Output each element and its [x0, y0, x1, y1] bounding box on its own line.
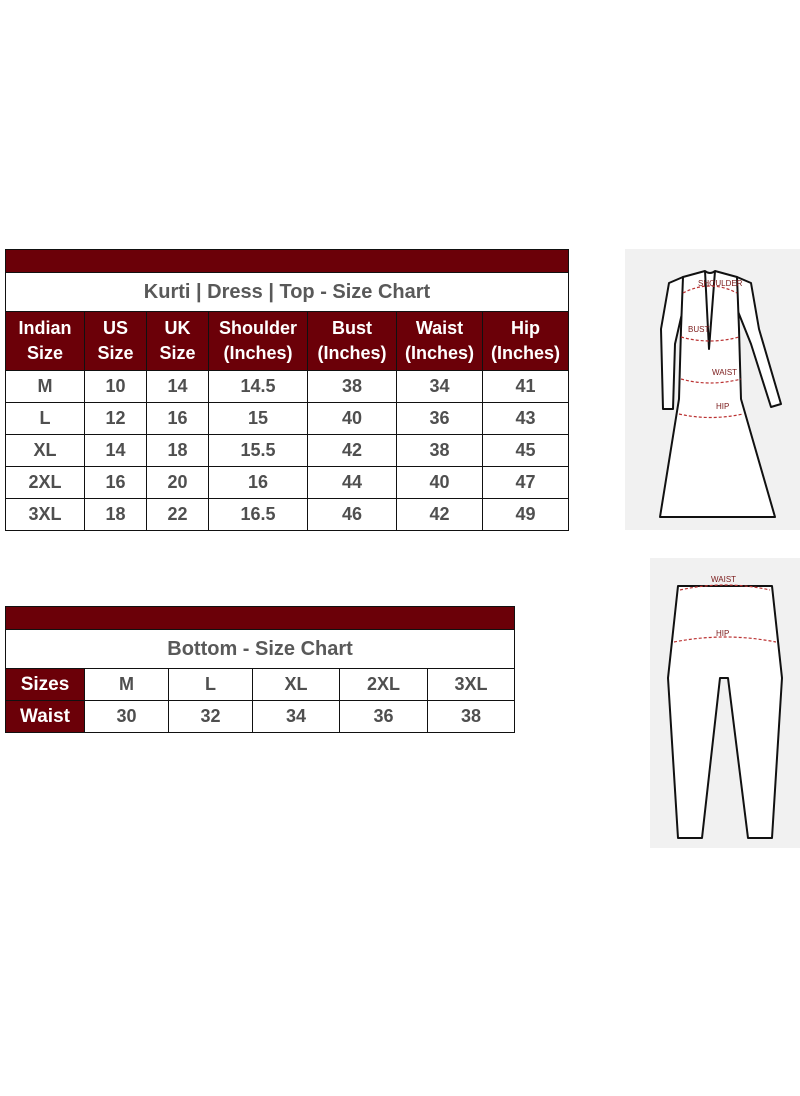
hip-label: HIP: [716, 629, 730, 638]
sizes-row: [6, 669, 515, 701]
table-cell: 16.5: [209, 499, 308, 531]
bust-label: BUST: [688, 325, 710, 334]
table-cell: 14.5: [209, 371, 308, 403]
table-cell: 36: [397, 403, 483, 435]
table-cell: 12: [85, 403, 147, 435]
kurti-outline-icon: [625, 249, 800, 530]
table-cell: 3XL: [428, 669, 515, 701]
kurti-size-chart: [5, 249, 569, 531]
table-cell: 46: [308, 499, 397, 531]
table-cell: 36: [340, 701, 428, 733]
col-header-shoulder: Shoulder (Inches): [209, 312, 308, 371]
table-cell: L: [169, 669, 253, 701]
table-cell: 49: [483, 499, 569, 531]
chart-header-band: [6, 607, 515, 630]
table-cell: 16: [209, 467, 308, 499]
col-header-bust: Bust (Inches): [308, 312, 397, 371]
table-cell: 34: [253, 701, 340, 733]
table-cell: XL: [253, 669, 340, 701]
table-cell: 18: [85, 499, 147, 531]
waist-label: WAIST: [712, 368, 738, 377]
table-cell: 38: [308, 371, 397, 403]
table-cell: 40: [397, 467, 483, 499]
table-cell: 22: [147, 499, 209, 531]
sizes-row-header: Sizes: [6, 669, 85, 701]
chart-header-band: [6, 250, 569, 273]
table-cell: 3XL: [6, 499, 85, 531]
table-cell: 20: [147, 467, 209, 499]
table-cell: 40: [308, 403, 397, 435]
table-cell: 41: [483, 371, 569, 403]
table-cell: L: [6, 403, 85, 435]
col-header-hip: Hip (Inches): [483, 312, 569, 371]
table-cell: 45: [483, 435, 569, 467]
waist-label: WAIST: [711, 575, 737, 584]
kurti-chart-title: Kurti | Dress | Top - Size Chart: [6, 273, 569, 312]
table-cell: 2XL: [6, 467, 85, 499]
bottom-size-chart: [5, 606, 515, 733]
hip-label: HIP: [716, 402, 730, 411]
shoulder-label: SHOULDER: [698, 279, 743, 288]
table-row: [6, 499, 569, 531]
table-cell: 42: [397, 499, 483, 531]
bottom-chart-title: Bottom - Size Chart: [6, 630, 515, 669]
col-header-waist: Waist (Inches): [397, 312, 483, 371]
table-row: [6, 371, 569, 403]
table-cell: 38: [397, 435, 483, 467]
column-header-row: [6, 312, 569, 371]
table-cell: 47: [483, 467, 569, 499]
chart-title-row: [6, 273, 569, 312]
waist-row: [6, 701, 515, 733]
table-cell: 15: [209, 403, 308, 435]
pants-measurement-diagram: [650, 558, 800, 848]
table-cell: 2XL: [340, 669, 428, 701]
chart-title-row: [6, 630, 515, 669]
table-row: [6, 403, 569, 435]
table-cell: 42: [308, 435, 397, 467]
table-cell: M: [85, 669, 169, 701]
table-row: [6, 435, 569, 467]
col-header-us-size: US Size: [85, 312, 147, 371]
table-cell: 43: [483, 403, 569, 435]
table-cell: 14: [147, 371, 209, 403]
pants-outline-icon: [650, 558, 800, 848]
table-cell: 38: [428, 701, 515, 733]
kurti-measurement-diagram: [625, 249, 800, 530]
table-cell: 44: [308, 467, 397, 499]
table-cell: M: [6, 371, 85, 403]
table-cell: 18: [147, 435, 209, 467]
table-cell: 16: [147, 403, 209, 435]
col-header-uk-size: UK Size: [147, 312, 209, 371]
table-cell: 10: [85, 371, 147, 403]
table-row: [6, 467, 569, 499]
table-cell: 16: [85, 467, 147, 499]
table-cell: XL: [6, 435, 85, 467]
table-cell: 34: [397, 371, 483, 403]
waist-row-header: Waist: [6, 701, 85, 733]
table-cell: 30: [85, 701, 169, 733]
col-header-indian-size: Indian Size: [6, 312, 85, 371]
table-cell: 32: [169, 701, 253, 733]
table-cell: 14: [85, 435, 147, 467]
table-cell: 15.5: [209, 435, 308, 467]
